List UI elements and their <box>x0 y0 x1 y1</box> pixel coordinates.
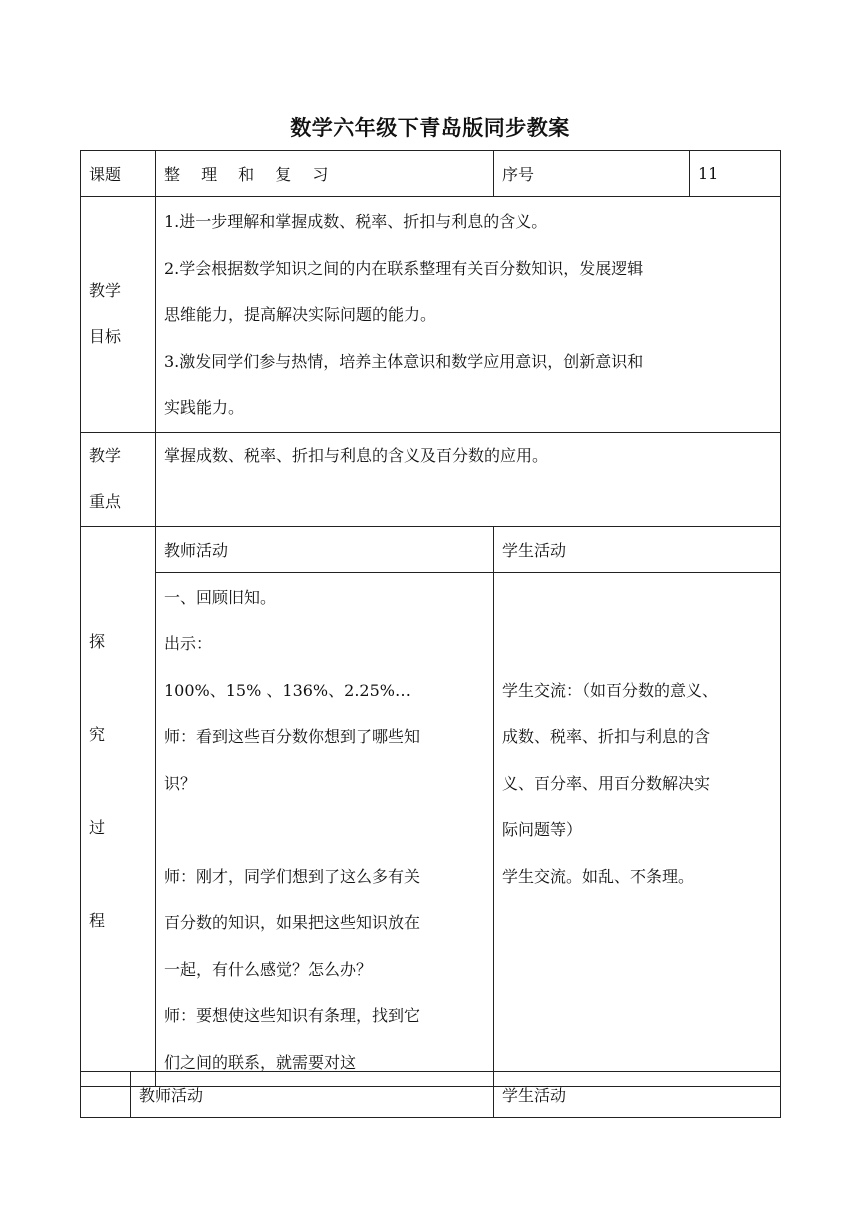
student-line: 际问题等） <box>502 820 583 839</box>
student-line: 学生交流。如乱、不条理。 <box>502 866 695 886</box>
student-line: 义、百分率、用百分数解决实 <box>502 773 711 793</box>
teacher-line: 一、回顾旧知。 <box>164 587 277 607</box>
process-label <box>81 526 156 1087</box>
goals-content <box>156 197 781 433</box>
teacher-line: 识？ <box>164 773 197 793</box>
continuation-student-header: 学生活动 <box>494 1072 781 1118</box>
process-content-row <box>81 572 781 1087</box>
goal-line: 思维能力，提高解决实际问题的能力。 <box>164 305 437 324</box>
student-activity-header: 学生活动 <box>494 526 781 572</box>
teacher-line: 师：刚才，同学们想到了这么多有关 <box>164 866 421 886</box>
goal-line: 3.激发同学们参与热情，培养主体意识和数学应用意识，创新意识和 <box>164 351 644 371</box>
process-label-char: 程 <box>89 910 106 930</box>
teacher-line: 师：要想使这些知识有条理，找到它 <box>164 1006 421 1025</box>
process-label-char: 过 <box>89 817 106 837</box>
teacher-line: 们之间的联系，就需要对这 <box>164 1052 357 1072</box>
teacher-activity-header: 教师活动 <box>156 526 494 572</box>
student-line: 学生交流：（如百分数的意义、 <box>502 680 719 700</box>
continuation-header-row <box>81 1072 781 1118</box>
continuation-teacher-header: 教师活动 <box>131 1072 494 1118</box>
continuation-label-cell <box>81 1072 131 1118</box>
teacher-line: 师：看到这些百分数你想到了哪些知 <box>164 727 421 746</box>
teacher-line: 百分数的知识，如果把这些知识放在 <box>164 913 421 932</box>
number-value: 11 <box>690 151 781 197</box>
teacher-line: 100%、15% 、136%、2.25%… <box>164 680 411 700</box>
key-points-text: 掌握成数、税率、折扣与利息的含义及百分数的应用。 <box>156 432 781 526</box>
lesson-plan-table <box>80 150 781 1087</box>
goals-label-line1: 教学 <box>89 280 122 300</box>
teacher-line: 一起，有什么感觉？怎么办？ <box>164 959 373 979</box>
process-header-row <box>81 526 781 572</box>
goals-label-line2: 目标 <box>89 327 122 347</box>
process-label-char: 究 <box>89 724 106 744</box>
topic-value: 整 理 和 复 习 <box>156 151 494 197</box>
goal-line: 实践能力。 <box>164 398 245 417</box>
teacher-blank-line <box>164 807 485 854</box>
student-activity-content <box>494 572 781 1087</box>
continuation-table <box>80 1071 781 1118</box>
number-label: 序号 <box>494 151 690 197</box>
goals-row <box>81 197 781 433</box>
key-points-label-line1: 教学 <box>89 445 122 465</box>
goal-line: 2.学会根据数学知识之间的内在联系整理有关百分数知识，发展逻辑 <box>164 258 644 278</box>
key-points-label <box>81 432 156 526</box>
key-points-row <box>81 432 781 526</box>
document-title: 数学六年级下青岛版同步教案 <box>290 116 570 140</box>
key-points-label-line2: 重点 <box>89 492 122 511</box>
header-row <box>81 151 781 197</box>
goals-label <box>81 197 156 433</box>
topic-label: 课题 <box>81 151 156 197</box>
teacher-activity-content <box>156 572 494 1087</box>
process-label-char: 探 <box>89 631 106 651</box>
student-line: 成数、税率、折扣与利息的含 <box>502 727 711 746</box>
goal-line: 1.进一步理解和掌握成数、税率、折扣与利息的含义。 <box>164 212 548 231</box>
teacher-line: 出示： <box>164 634 213 653</box>
